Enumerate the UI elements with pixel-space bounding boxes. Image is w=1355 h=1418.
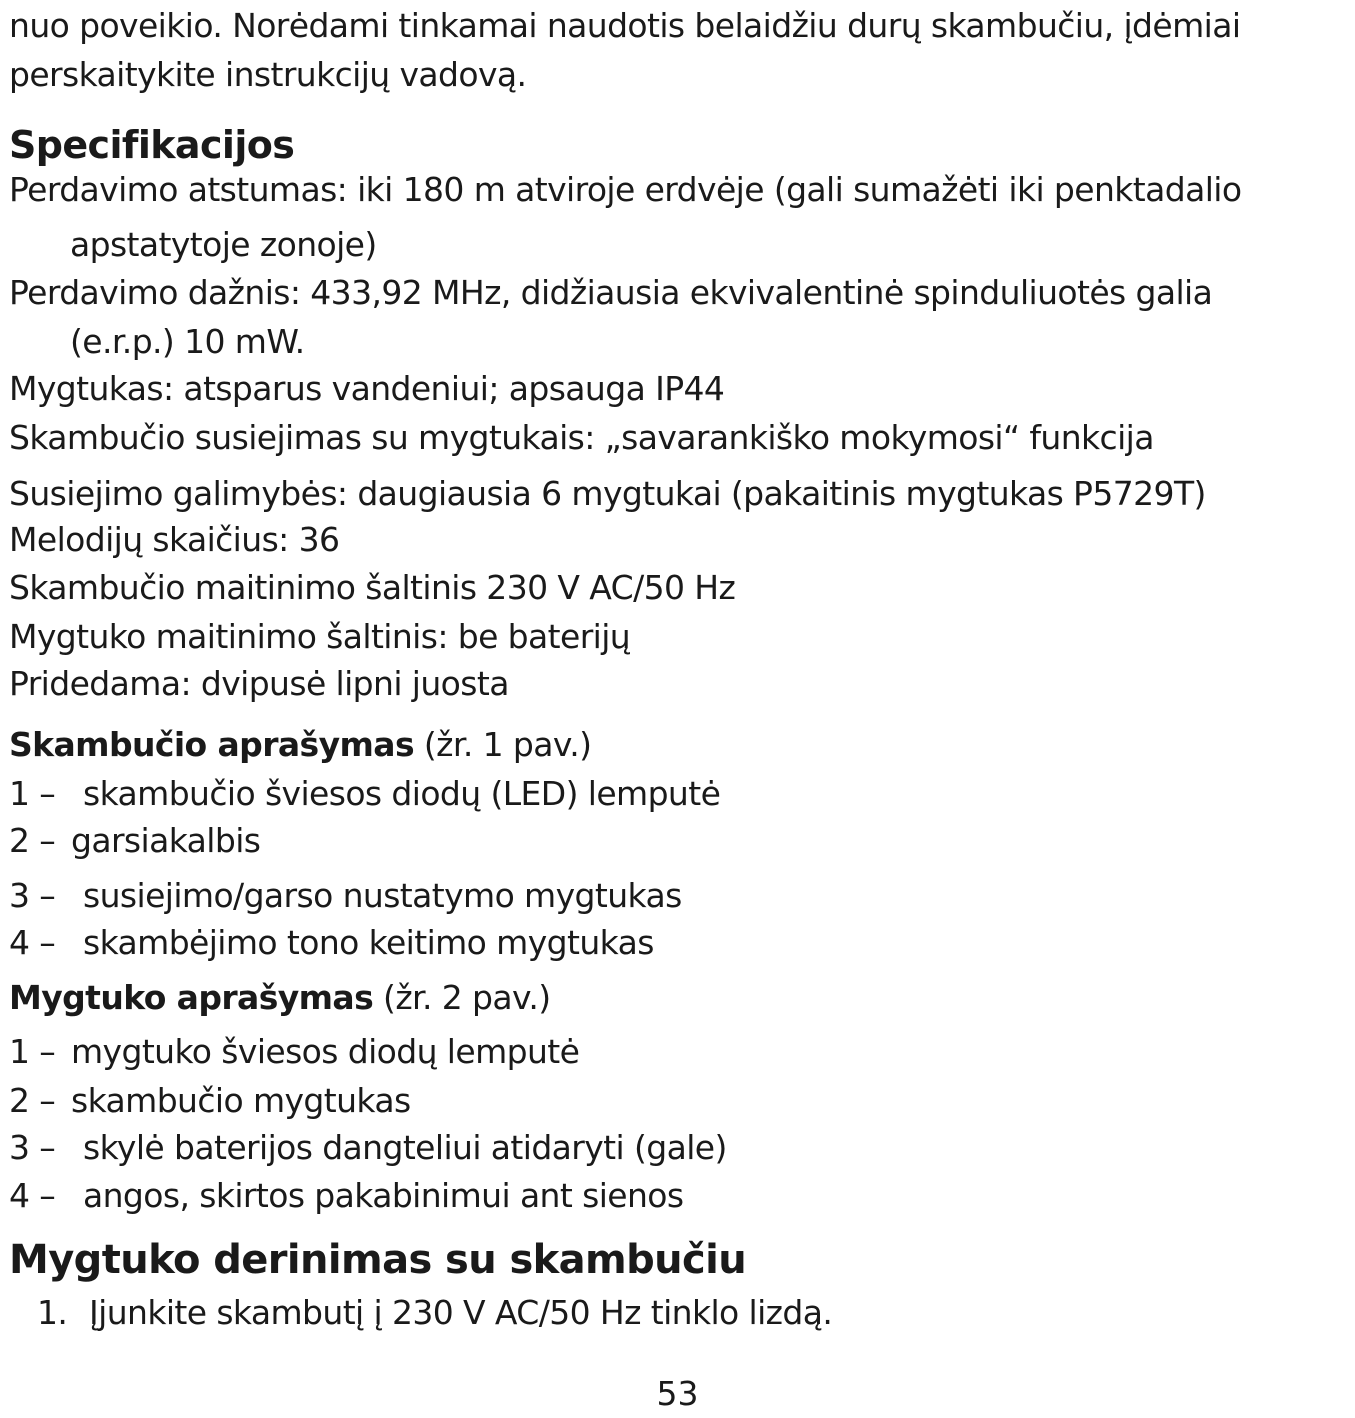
spec-power-button: Mygtuko maitinimo šaltinis: be baterijų (9, 617, 631, 656)
page-number: 53 (656, 1374, 699, 1413)
spec-range-line-1: Perdavimo atstumas: iki 180 m atviroje erdvėje (gali sumažėti iki penktadalio (9, 170, 1242, 209)
button-item-text: angos, skirtos pakabinimui ant sienos (83, 1176, 684, 1215)
bell-item-text: susiejimo/garso nustatymo mygtukas (83, 876, 682, 915)
spec-melodies: Melodijų skaičius: 36 (9, 520, 340, 559)
button-item-4 (9, 1176, 683, 1216)
spec-frequency-line-1: Perdavimo dažnis: 433,92 MHz, didžiausia ekvivalentinė spinduliuotės galia (9, 273, 1213, 312)
spec-range-line-2: apstatytoje zonoje) (70, 225, 377, 264)
button-item-text: skambučio mygtukas (71, 1081, 411, 1120)
bell-item-number: 4 – (9, 923, 56, 962)
bell-item-2 (9, 821, 260, 861)
bell-description-title: Skambučio aprašymas (9, 725, 414, 764)
pairing-step-text: Įjunkite skambutį į 230 V AC/50 Hz tinklo lizdą. (89, 1293, 833, 1332)
button-item-number: 3 – (9, 1128, 56, 1167)
spec-frequency-line-2: (e.r.p.) 10 mW. (70, 322, 305, 361)
bell-item-text: skambučio šviesos diodų (LED) lemputė (83, 774, 721, 813)
intro-line-1: nuo poveikio. Norėdami tinkamai naudotis belaidžiu durų skambučiu, įdėmiai (9, 6, 1241, 45)
bell-item-4 (9, 923, 654, 963)
bell-item-text: garsiakalbis (71, 821, 261, 860)
spec-pairing: Skambučio susiejimas su mygtukais: „savarankiško mokymosi“ funkcija (9, 418, 1154, 457)
bell-item-number: 3 – (9, 876, 56, 915)
spec-button: Mygtukas: atsparus vandeniui; apsauga IP44 (9, 369, 725, 408)
bell-item-number: 2 – (9, 821, 56, 860)
button-item-3 (9, 1128, 727, 1168)
intro-line-2: perskaitykite instrukcijų vadovą. (9, 55, 527, 94)
bell-item-text: skambėjimo tono keitimo mygtukas (83, 923, 654, 962)
button-item-number: 1 – (9, 1032, 56, 1071)
bell-item-number: 1 – (9, 774, 56, 813)
button-item-1 (9, 1032, 579, 1072)
bell-item-3 (9, 876, 682, 916)
button-item-text: skylė baterijos dangteliui atidaryti (gale) (83, 1128, 727, 1167)
spec-power-bell: Skambučio maitinimo šaltinis 230 V AC/50 Hz (9, 568, 736, 607)
pairing-step-number: 1. (37, 1293, 68, 1332)
bell-description-ref: (žr. 1 pav.) (414, 725, 592, 764)
button-item-text: mygtuko šviesos diodų lemputė (71, 1032, 580, 1071)
button-description-heading (9, 978, 551, 1018)
button-description-ref: (žr. 2 pav.) (373, 978, 551, 1017)
button-item-2 (9, 1081, 411, 1121)
spec-pairing-options: Susiejimo galimybės: daugiausia 6 mygtukai (pakaitinis mygtukas P5729T) (9, 474, 1206, 513)
bell-item-1 (9, 774, 720, 814)
bell-description-heading (9, 725, 591, 765)
button-item-number: 4 – (9, 1176, 56, 1215)
button-description-title: Mygtuko aprašymas (9, 978, 374, 1017)
spec-included: Pridedama: dvipusė lipni juosta (9, 664, 509, 703)
button-item-number: 2 – (9, 1081, 56, 1120)
specs-heading: Specifikacijos (9, 123, 295, 167)
pairing-step-1 (37, 1293, 832, 1333)
pairing-section-heading: Mygtuko derinimas su skambučiu (9, 1237, 747, 1283)
